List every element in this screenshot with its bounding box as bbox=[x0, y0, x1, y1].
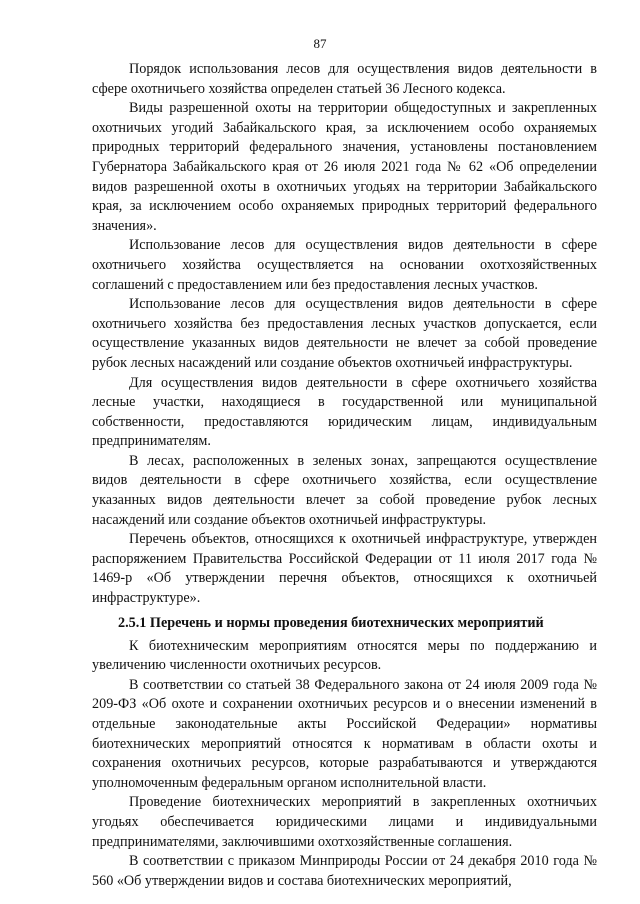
paragraph: Перечень объектов, относящихся к охотничьей инфраструктуре, утвержден распоряжением Правительства Российской Федерации от 11 июля 2017 года № 1469-р «Об утверждении перечня объектов, относящихся к охотничьей инфраструктуре». bbox=[92, 531, 597, 607]
section-heading: 2.5.1 Перечень и нормы проведения биотехнических мероприятий bbox=[118, 614, 544, 631]
paragraph: В соответствии со статьей 38 Федерального закона от 24 июля 2009 года № 209-ФЗ «Об охоте и сохранении охотничьих ресурсов и о внесении изменений в отдельные законодательные акты Российской Федерации» нормативы биотехнических мероприятий относятся к нормативам в области охоты и сохранения охотничьих ресурсов, которые разрабатываются и утверждаются уполномоченным федеральным органом исполнительной власти. bbox=[92, 676, 597, 791]
paragraph: Виды разрешенной охоты на территории общедоступных и закрепленных охотничьих угодий Забайкальского края, за исключением особо охраняемых природных территорий федерального значения, установлены постановлением Губернатора Забайкальского края от 26 июля 2021 года № 62 «Об определении видов разрешенной охоты в охотничьих угодьях на территории Забайкальского края, за исключением особо охраняемых природных территорий федерального значения». bbox=[92, 100, 597, 234]
paragraph: В соответствии с приказом Минприроды России от 24 декабря 2010 года № 560 «Об утверждении видов и состава биотехнических мероприятий, bbox=[92, 853, 597, 889]
paragraph: К биотехническим мероприятиям относятся меры по поддержанию и увеличению численности охотничьих ресурсов. bbox=[92, 637, 597, 674]
paragraph: Проведение биотехнических мероприятий в закрепленных охотничьих угодьях обеспечивается юридическими лицами и индивидуальными предпринимателями, заключившими охотхозяйственные соглашения. bbox=[92, 794, 597, 850]
paragraph: Порядок использования лесов для осуществления видов деятельности в сфере охотничьего хозяйства определен статьей 36 Лесного кодекса. bbox=[92, 61, 597, 97]
paragraph: В лесах, расположенных в зеленых зонах, запрещаются осуществление видов деятельности в сфере охотничьего хозяйства, если осуществление указанных видов деятельности влечет за собой проведение рубок лесных насаждений или создание объектов охотничьей инфраструктуры. bbox=[92, 452, 597, 528]
page-number: 87 bbox=[313, 36, 327, 51]
document-body bbox=[92, 60, 597, 891]
paragraph: Для осуществления видов деятельности в сфере охотничьего хозяйства лесные участки, находящиеся в государственной или муниципальной собственности, предоставляются юридическим лицам, индивидуальным предпринимателям. bbox=[92, 374, 597, 450]
paragraph: Использование лесов для осуществления видов деятельности в сфере охотничьего хозяйства осуществляется на основании охотхозяйственных соглашений с предоставлением или без предоставления лесных участков. bbox=[92, 237, 597, 293]
paragraph: Использование лесов для осуществления видов деятельности в сфере охотничьего хозяйства без предоставления лесных участков допускается, если осуществление указанных видов деятельности не влечет за собой проведение рубок лесных насаждений или создание объектов охотничьей инфраструктуры. bbox=[92, 296, 597, 371]
